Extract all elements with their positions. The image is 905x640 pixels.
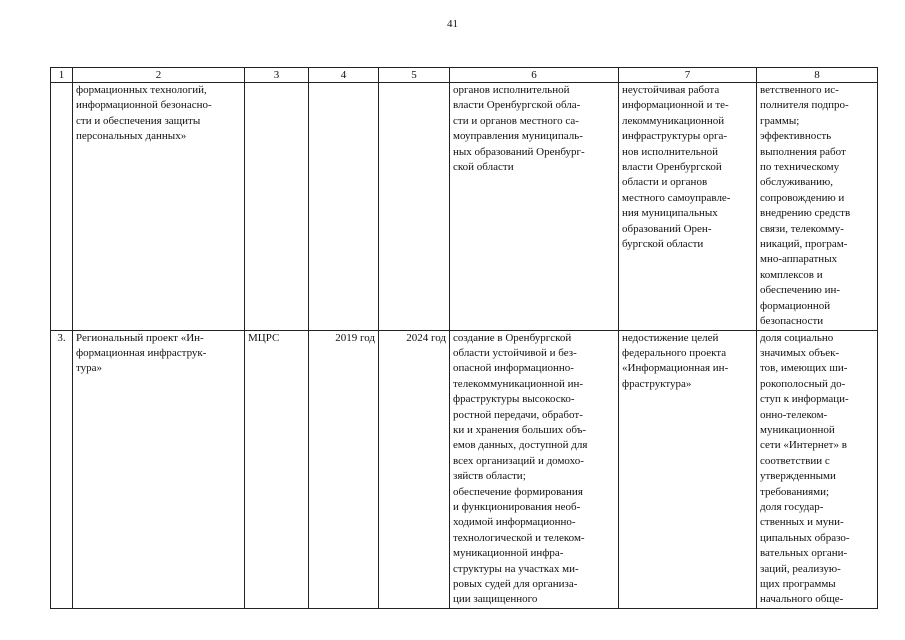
column-header: 2 <box>73 68 245 83</box>
start-year-cell: 2019 год <box>309 330 379 608</box>
program-table <box>50 67 878 609</box>
column-header: 4 <box>309 68 379 83</box>
executor-cell: МЦРС <box>245 330 309 608</box>
expected-result-cell: создание в Оренбургской области устойчивой и без- опасной информационно- телекоммуникационной ин- фраструктуры высокоско- ростной передачи, обработ- ки и хранения больших объ- емов данных, доступной для всех организаций и домохо- зяйств области; обеспечение формирования и функционирования необ- ходимой информационно- технологической и телеком- муникационной инфра- структуры на участках ми- ровых судей для организа- ции защищенного <box>450 330 619 608</box>
indicators-cell: ветственного ис- полнителя подпро- граммы; эффективность выполнения работ по техническому обслуживанию, сопровождению и внедрению средств связи, телекомму- никаций, програм- мно-аппаратных комплексов и обеспечению ин- формационной безопасности <box>757 83 878 331</box>
end-year-cell <box>379 83 450 331</box>
consequences-cell: недостижение целей федерального проекта «Информационная ин- фраструктура» <box>619 330 757 608</box>
end-year-cell: 2024 год <box>379 330 450 608</box>
consequences-cell: неустойчивая работа информационной и те- лекоммуникационной инфраструктуры орга- нов исполнительной власти Оренбургской области и органов местного самоуправле- ния муниципальных образований Орен- бургской области <box>619 83 757 331</box>
page-number: 41 <box>447 18 458 30</box>
table-row <box>51 330 878 608</box>
table-row <box>51 83 878 331</box>
column-header: 3 <box>245 68 309 83</box>
start-year-cell <box>309 83 379 331</box>
row-number-cell <box>51 83 73 331</box>
indicators-cell: доля социально значимых объек- тов, имеющих ши- рокополосный до- ступ к информаци- онно-телеком- муникационной сети «Интернет» в соответствии с утвержденными требованиями; доля государ- ственных и муни- ципальных образо- вательных органи- заций, реализую- щих программы начального обще- <box>757 330 878 608</box>
column-header: 6 <box>450 68 619 83</box>
measure-name-cell: Региональный проект «Ин- формационная инфраструк- тура» <box>73 330 245 608</box>
row-number-cell: 3. <box>51 330 73 608</box>
column-header: 1 <box>51 68 73 83</box>
table-header-row <box>51 68 878 83</box>
column-header: 7 <box>619 68 757 83</box>
column-header: 8 <box>757 68 878 83</box>
expected-result-cell: органов исполнительной власти Оренбургской обла- сти и органов местного са- моуправления муниципаль- ных образований Оренбург- ской области <box>450 83 619 331</box>
column-header: 5 <box>379 68 450 83</box>
executor-cell <box>245 83 309 331</box>
measure-name-cell: формационных технологий, информационной безонасно- сти и обеспечения защиты персональных данных» <box>73 83 245 331</box>
